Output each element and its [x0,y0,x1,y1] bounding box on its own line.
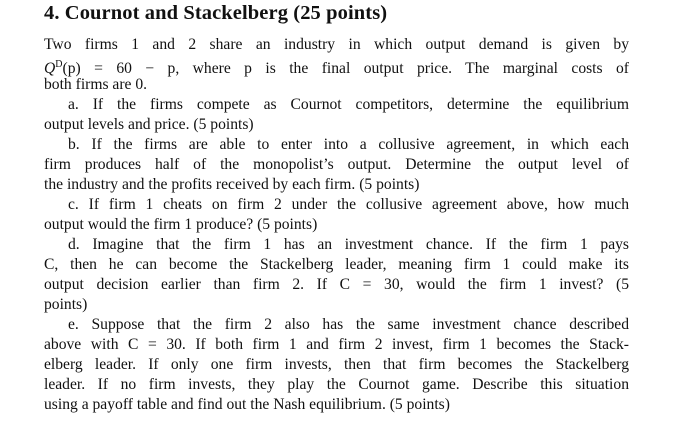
part-b-line-2: firm produces half of the monopolist’s output. Determine the output level of [44,156,629,173]
part-d-line-3: output decision earlier than firm 2. If C = 30, would the firm 1 invest? (5 [44,276,629,293]
intro-paragraph [44,35,629,95]
intro-line-1: Two firms 1 and 2 share an industry in which output demand is given by [44,36,629,53]
part-e-line-3: elberg leader. If only one firm invests, then that firm becomes the Stackelberg [44,356,629,373]
intro-line-2-rest: (p) = 60 − p, where p is the final output price. The marginal costs of [62,60,629,78]
part-b-line-3: the industry and the profits received by each firm. (5 points) [44,176,420,193]
part-e-line-5: using a payoff table and find out the Nash equilibrium. (5 points) [44,396,450,413]
part-b-line-1: b. If the firms are able to enter into a collusive agreement, in which each [68,136,629,153]
intro-line-2 [44,55,629,78]
part-e-line-1: e. Suppose that the firm 2 also has the same investment chance described [68,316,629,333]
part-a-line-2: output levels and price. (5 points) [44,116,254,133]
part-d-line-2: C, then he can become the Stackelberg leader, meaning firm 1 could make its [44,256,629,273]
part-a-line-1: a. If the firms compete as Cournot competitors, determine the equilibrium [68,96,629,113]
problem-heading: 4. Cournot and Stackelberg (25 points) [44,2,388,24]
part-d-line-1: d. Imagine that the firm 1 has an investment chance. If the firm 1 pays [68,236,629,253]
part-d-line-4: points) [44,296,88,313]
problem-body [44,35,629,415]
demand-symbol: Q [44,60,56,78]
part-b [44,135,629,195]
intro-line-3: both firms are 0. [44,76,148,93]
part-e-line-4: leader. If no firm invests, they play the Cournot game. Describe this situation [44,376,629,393]
part-e [44,315,629,415]
part-e-line-2: above with C = 30. If both firm 1 and firm 2 invest, firm 1 becomes the Stack- [44,336,629,353]
part-c-line-1: c. If firm 1 cheats on firm 2 under the collusive agreement above, how much [68,196,629,213]
part-a [44,95,629,135]
part-d [44,235,629,315]
part-c-line-2: output would the firm 1 produce? (5 points) [44,216,318,233]
demand-superscript: D [55,59,63,70]
part-c [44,195,629,235]
